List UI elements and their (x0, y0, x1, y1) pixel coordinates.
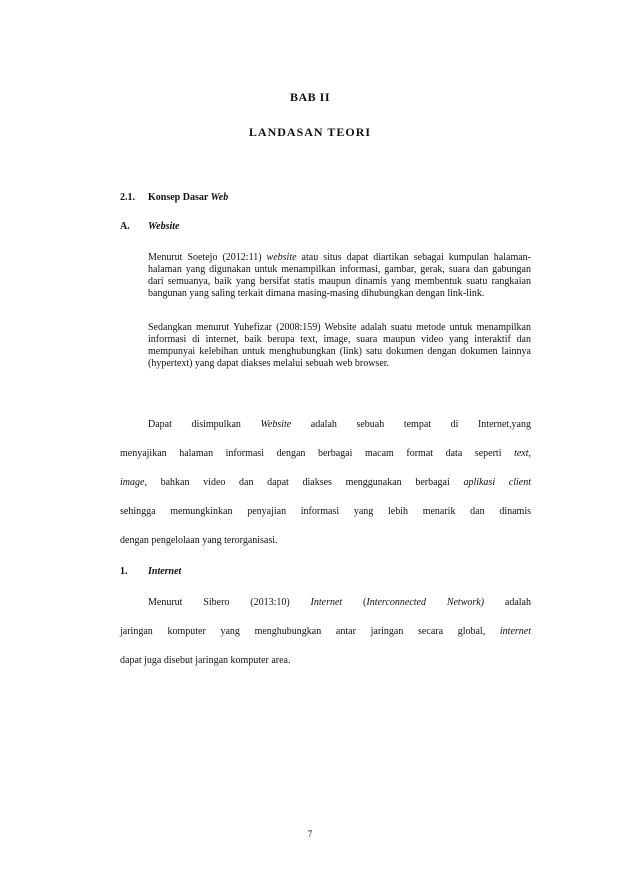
quote-yuhefizar: Sedangkan menurut Yuhefizar (2008:159) Website adalah suatu metode untuk menampilkan informasi di internet, baik berupa text, image, suara maupun video yang interaktif dan mempunyai kelebihan untuk menghubungkan (link) satu dokumen dengan dokumen lainnya (hypertext) yang dapat diakses melalui sebuah web browser. (148, 322, 531, 369)
subsection-1-title: Internet (148, 566, 182, 577)
chapter-label: BAB II (289, 90, 330, 104)
paragraph-line: menyajikan halaman informasi dengan berbagai macam format data seperti text, (120, 448, 531, 459)
paragraph-line: jaringan komputer yang menghubungkan antar jaringan secara global, internet (120, 626, 531, 637)
quote-soetejo: Menurut Soetejo (2012:11) website atau situs dapat diartikan sebagai kumpulan halaman-halaman yang digunakan untuk menampilkan informasi, gambar, gerak, suara dan gabungan dari semuanya, baik yang bersifat statis maupun dinamis yang membentuk suatu rangkaian bangunan yang saling terkait dimana masing-masing dihubungkan dengan link-link. (148, 252, 531, 299)
section-number: 2.1. (120, 192, 135, 203)
paragraph-line: Menurut Sibero (2013:10) Internet (Interconnected Network) adalah (148, 597, 531, 608)
page-number: 7 (307, 829, 313, 839)
chapter-title: LANDASAN TEORI (248, 125, 372, 139)
subsection-1-number: 1. (120, 566, 128, 577)
paragraph-line: image, bahkan video dan dapat diakses menggunakan berbagai aplikasi client (120, 477, 531, 488)
subsection-a-number: A. (120, 221, 130, 232)
paragraph-line: sehingga memungkinkan penyajian informasi yang lebih menarik dan dinamis (120, 506, 531, 517)
paragraph-line: dengan pengelolaan yang terorganisasi. (120, 535, 278, 546)
paragraph-line: Dapat disimpulkan Website adalah sebuah tempat di Internet,yang (148, 419, 531, 430)
paragraph-line: dapat juga disebut jaringan komputer area. (120, 655, 291, 666)
paragraph-internet (120, 588, 531, 675)
subsection-a-title: Website (148, 221, 180, 232)
section-title: Konsep Dasar Web (148, 192, 229, 203)
paragraph-conclusion (120, 410, 531, 555)
